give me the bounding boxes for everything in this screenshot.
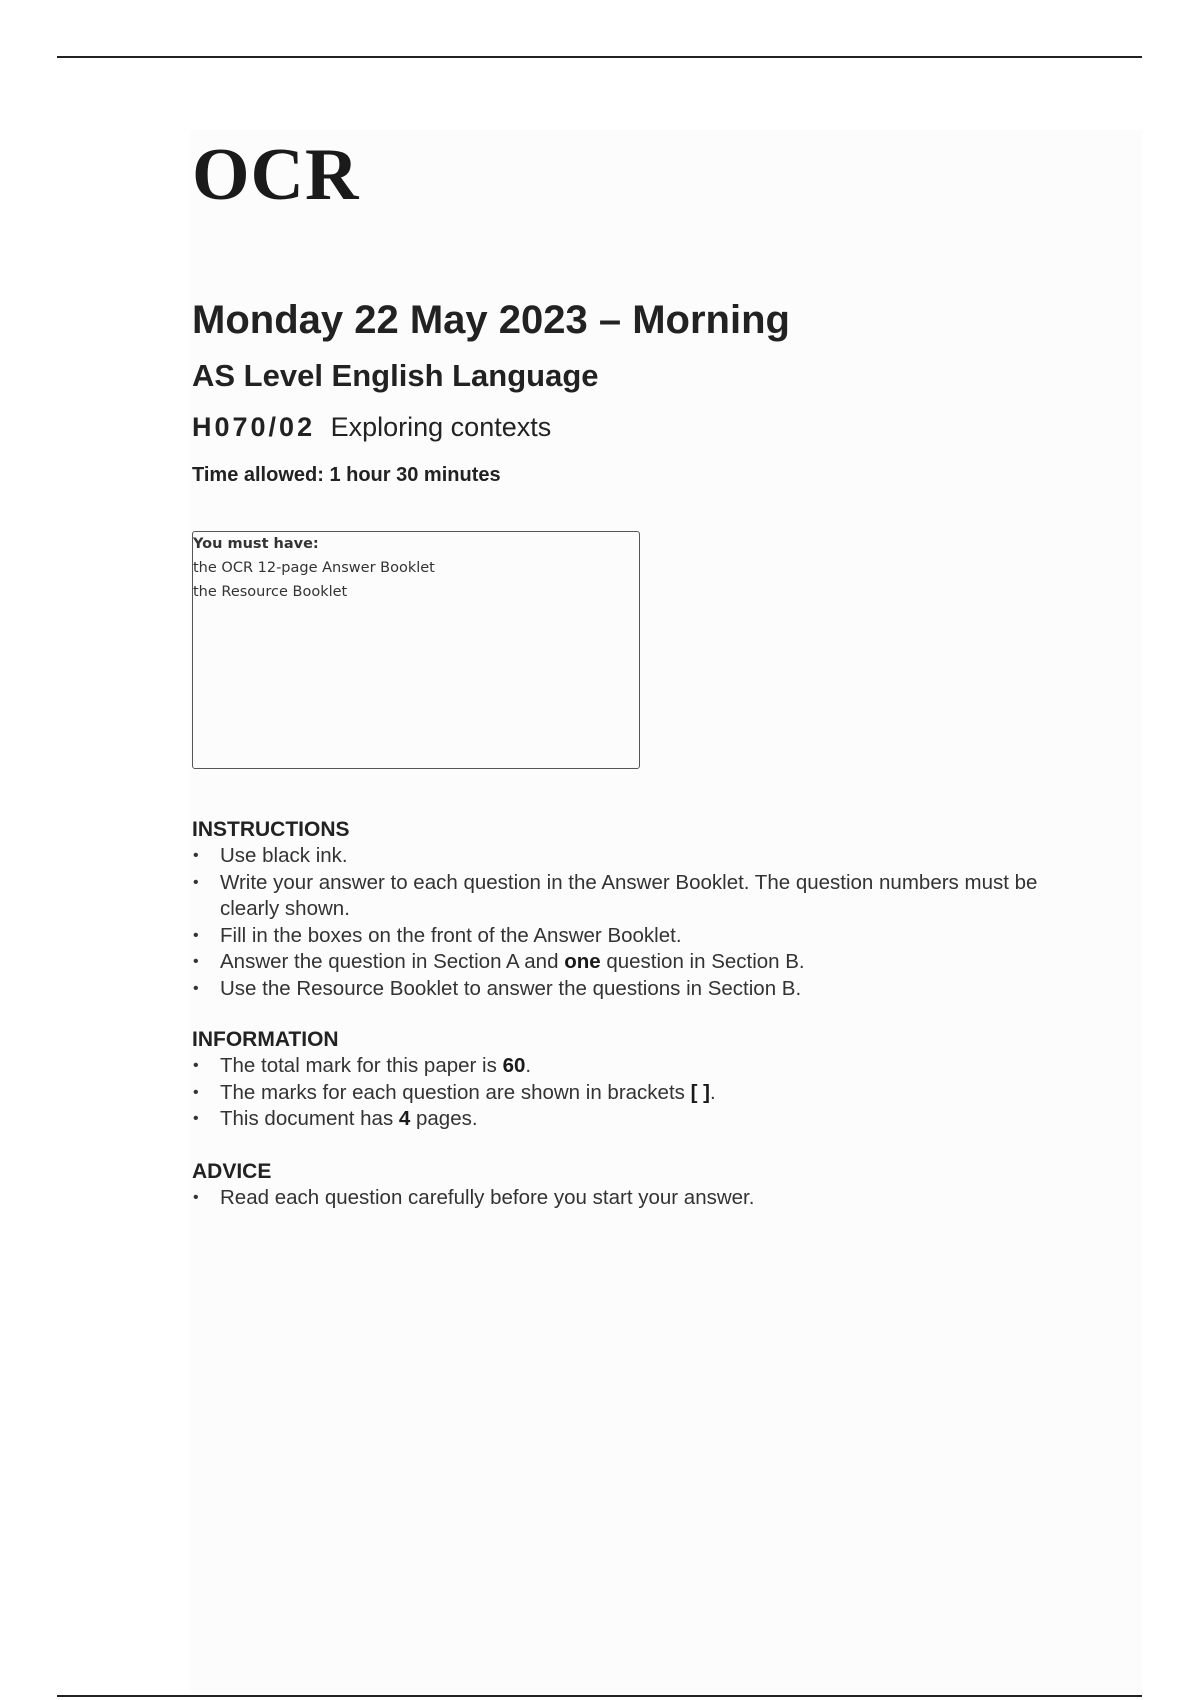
time-allowed: Time allowed: 1 hour 30 minutes xyxy=(192,464,501,486)
must-have-box xyxy=(192,531,640,769)
information-section xyxy=(192,1026,1092,1133)
advice-list xyxy=(192,1185,1092,1212)
instructions-heading: INSTRUCTIONS xyxy=(192,818,350,841)
must-have-item: the Resource Booklet xyxy=(193,584,348,600)
instruction-item: • Write your answer to each question in the Answer Booklet. The question numbers must be clearly shown. xyxy=(192,870,1092,923)
exam-date: Monday 22 May 2023 – Morning xyxy=(192,298,790,342)
advice-item: • Read each question carefully before you start your answer. xyxy=(192,1185,1092,1212)
top-rule xyxy=(57,56,1142,58)
information-item: • The marks for each question are shown in brackets [ ]. xyxy=(192,1080,1092,1107)
instruction-item: • Answer the question in Section A and one question in Section B. xyxy=(192,949,1092,976)
advice-section xyxy=(192,1158,1092,1212)
subject-title: AS Level English Language xyxy=(192,358,599,393)
instruction-item: • Fill in the boxes on the front of the Answer Booklet. xyxy=(192,923,1092,950)
bottom-rule xyxy=(57,1695,1142,1697)
information-item: • The total mark for this paper is 60. xyxy=(192,1053,1092,1080)
instructions-section xyxy=(192,816,1092,1002)
instruction-item: • Use black ink. xyxy=(192,843,1092,870)
information-list xyxy=(192,1053,1092,1133)
instructions-list xyxy=(192,843,1092,1002)
information-heading: INFORMATION xyxy=(192,1028,339,1051)
advice-heading: ADVICE xyxy=(192,1160,272,1183)
ocr-logo: OCR xyxy=(192,134,360,216)
must-have-item: the OCR 12-page Answer Booklet xyxy=(193,560,435,576)
paper-title: Exploring contexts xyxy=(330,412,552,442)
must-have-title: You must have: xyxy=(193,536,319,552)
paper-line xyxy=(192,413,551,443)
paper-code: H070/02 xyxy=(192,412,316,442)
instruction-item: • Use the Resource Booklet to answer the questions in Section B. xyxy=(192,976,1092,1003)
information-item: • This document has 4 pages. xyxy=(192,1106,1092,1133)
